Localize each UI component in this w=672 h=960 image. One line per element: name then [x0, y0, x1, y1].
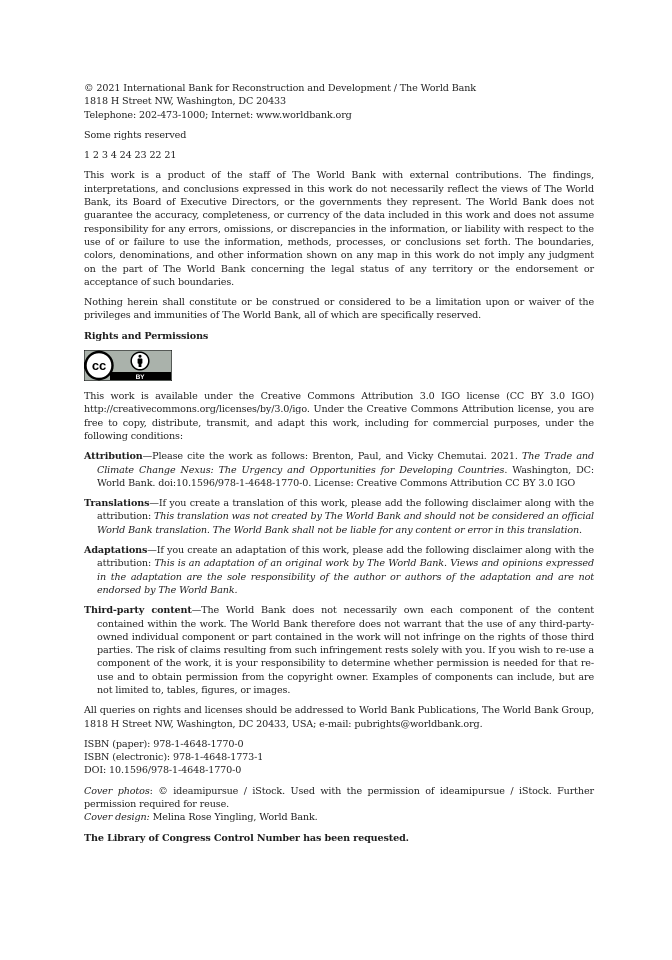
- identifiers-block: [84, 738, 594, 778]
- rights-heading: Rights and Permissions: [84, 330, 209, 342]
- cover-design-text: Melina Rose Yingling, World Bank.: [149, 812, 318, 824]
- attribution-entry: [84, 450, 594, 490]
- cover-photos-credit: [84, 785, 594, 812]
- cc-text: cc: [91, 358, 107, 374]
- copyright-line: © 2021 International Bank for Reconstruction and Development / The World Bank: [84, 83, 476, 94]
- print-line: 1 2 3 4 24 23 22 21: [84, 150, 177, 162]
- cover-photos-text: : © ideamipursue / iStock. Used with the permission of ideamipursue / iStock. Further permission required for reuse.: [84, 785, 595, 811]
- attribution-term: Attribution: [84, 451, 143, 463]
- cc-by-license-icon[interactable]: [84, 350, 172, 381]
- translations-entry: [84, 497, 594, 537]
- translations-term: Translations: [84, 498, 150, 510]
- adaptations-text: —If you create an adaptation of this work, please add the following disclaimer along with the attribution:: [97, 545, 594, 570]
- contact-line: Telephone: 202-473-1000; Internet: www.worldbank.org: [84, 109, 352, 121]
- disclaimer-paragraph: This work is a product of the staff of The World Bank with external contributions. The findings, interpretations, and conclusions expressed in this work do not necessarily reflect the views of The World Bank, its Board of Executive Directors, or the governments they represent. The World Bank does not guarantee the accuracy, completeness, or currency of the data included in this work and does not assume responsibility for any errors, omissions, or discrepancies in the information, or liability with respect to the use of or failure to use the information, methods, processes, or conclusions set forth. The boundaries, colors, denominations, and other information shown on any map in this work do not imply any judgment on the part of The World Bank concerning the legal status of any territory or the endorsement or acceptance of such boundaries.: [84, 170, 594, 288]
- translations-text: —If you create a translation of this work, please add the following disclaimer along with the attribution:: [97, 498, 594, 523]
- adaptations-disclaimer: This is an adaptation of an original work by The World Bank. Views and opinions expressed in the adaptation are the sole responsibility of the author or authors of the adaptation and are not endorsed by The World Bank.: [97, 558, 594, 596]
- attribution-text: —Please cite the work as follows: Brenton, Paul, and Vicky Chemutai. 2021.: [142, 451, 523, 463]
- third-party-text: —The World Bank does not necessarily own each component of the content contained within the work. The World Bank therefore does not warrant that the use of any third-party-owned individual component or part contained in the work will not infringe on the rights of those third parties. The risk of claims resulting from such infringement rests solely with you. If you wish to re-use a component of the work, it is your responsibility to determine whether permission is needed for that re-use and to obtain permission from the copyright owner. Examples of components can include, but are not limited to, tables, figures, or images.: [97, 605, 594, 696]
- lccn-statement: The Library of Congress Control Number has been requested.: [84, 832, 409, 844]
- cover-photos-label: Cover photos: [84, 785, 150, 797]
- adaptations-entry: [84, 544, 594, 597]
- third-party-entry: [84, 604, 594, 697]
- license-paragraph: This work is available under the Creative Commons Attribution 3.0 IGO license (CC BY 3.0 IGO) http://creativecommons.org/licenses/by/3.0/igo. Under the Creative Commons Attribution license, you are free to copy, distribute, transmit, and adapt this work, including for commercial purposes, under the following conditions:: [84, 391, 594, 442]
- isbn-electronic: ISBN (electronic): 978-1-4648-1773-1: [84, 752, 264, 764]
- address-line: 1818 H Street NW, Washington, DC 20433: [84, 96, 287, 108]
- privileges-paragraph: Nothing herein shall constitute or be construed or considered to be a limitation upon or waiver of the privileges and immunities of The World Bank, all of which are specifically reserved.: [84, 297, 594, 322]
- attribution-title: The Trade and Climate Change Nexus: The Urgency and Opportunities for Developing Countries: [97, 451, 595, 476]
- adaptations-term: Adaptations: [84, 545, 148, 557]
- attribution-citation: . Washington, DC: World Bank. doi:10.1596/978-1-4648-1770-0. License: Creative Commons Attribution CC BY 3.0 IGO: [97, 464, 594, 489]
- translations-disclaimer: This translation was not created by The World Bank and should not be considered an official World Bank translation. The World Bank shall not be liable for any content or error in this translation.: [97, 511, 594, 536]
- cover-credits: [84, 785, 594, 825]
- rights-reserved: Some rights reserved: [84, 129, 187, 141]
- person-icon: [131, 352, 149, 370]
- copyright-block: [84, 82, 594, 122]
- cover-design-label: Cover design:: [84, 812, 150, 824]
- queries-paragraph: All queries on rights and licenses should be addressed to World Bank Publications, The World Bank Group, 1818 H Street NW, Washington, DC 20433, USA; e-mail: pubrights@worldbank.org.: [84, 705, 594, 730]
- isbn-paper: ISBN (paper): 978-1-4648-1770-0: [84, 738, 244, 750]
- cc-by-label: BY: [135, 374, 145, 382]
- copyright-page: [84, 82, 594, 845]
- cover-design-credit: [84, 811, 594, 824]
- third-party-term: Third-party content: [84, 605, 192, 617]
- doi: DOI: 10.1596/978-1-4648-1770-0: [84, 765, 242, 777]
